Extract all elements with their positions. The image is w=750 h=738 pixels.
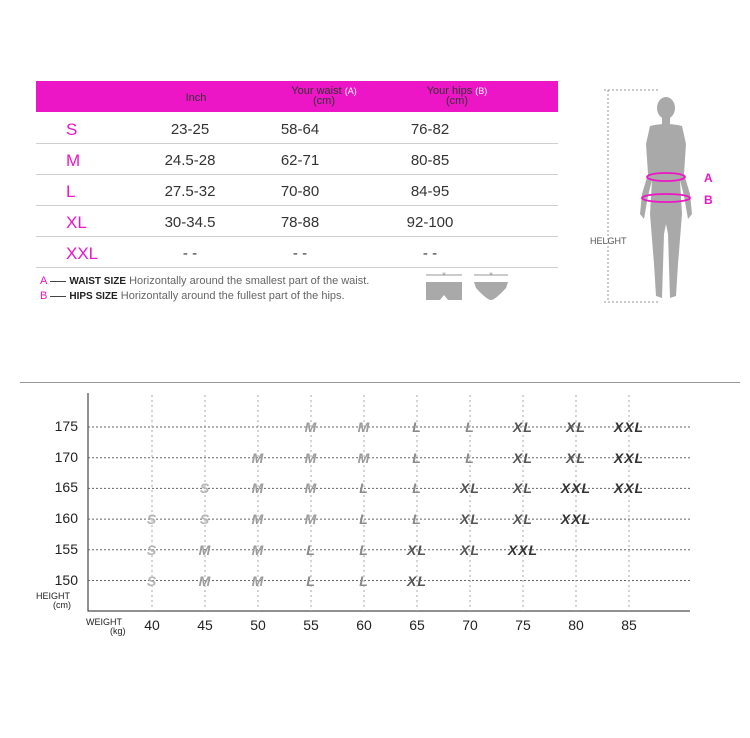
size-label: S — [66, 120, 78, 139]
size-mark: XXL — [613, 449, 645, 466]
x-tick-label: 50 — [250, 617, 266, 633]
y-tick-label: 165 — [54, 479, 78, 496]
size-mark: XL — [513, 449, 533, 466]
size-mark: XL — [566, 449, 586, 466]
hips-marker-label: B — [704, 193, 713, 207]
cell-hips: - - — [422, 245, 438, 262]
size-label: M — [66, 151, 81, 170]
cell-inch: 23-25 — [170, 121, 210, 138]
size-mark: XXL — [613, 419, 645, 435]
cell-waist: 62-71 — [280, 152, 320, 169]
size-mark: L — [412, 449, 422, 466]
x-axis-title: WEIGHT (kg) — [86, 617, 126, 636]
waist-marker-label: A — [704, 171, 713, 185]
size-mark: S — [199, 480, 211, 497]
size-mark: M — [251, 572, 265, 589]
size-mark: XL — [407, 541, 427, 558]
size-mark: L — [306, 572, 316, 589]
x-tick-label: 80 — [568, 617, 584, 633]
size-mark: M — [198, 572, 212, 589]
cell-inch: 27.5-32 — [164, 183, 216, 200]
size-mark: M — [357, 419, 371, 435]
size-label: XXL — [66, 244, 99, 263]
y-tick-label: 175 — [54, 418, 78, 434]
cell-waist: 58-64 — [280, 121, 320, 138]
x-tick-label: 60 — [356, 617, 372, 633]
size-mark: M — [304, 511, 318, 528]
cell-inch: - - — [182, 245, 198, 262]
y-tick-label: 170 — [54, 448, 78, 465]
x-tick-label: 75 — [515, 617, 531, 633]
y-axis-title: HEIGHT (cm) — [36, 591, 71, 610]
size-mark: XL — [513, 419, 533, 435]
size-mark: L — [359, 541, 369, 558]
size-mark: M — [251, 480, 265, 497]
size-mark: XL — [566, 419, 586, 435]
size-mark: S — [146, 511, 158, 528]
size-mark: S — [199, 511, 211, 528]
header-inch: Inch — [185, 92, 207, 104]
cell-hips: 84-95 — [410, 183, 450, 200]
size-mark: XXL — [560, 511, 592, 528]
size-mark: L — [412, 480, 422, 497]
legend-waist: A WAIST SIZE Horizontally around the smallest part of the waist. — [40, 275, 370, 287]
size-mark: L — [412, 511, 422, 528]
y-tick-label: 150 — [54, 571, 78, 588]
size-mark: M — [304, 480, 318, 497]
size-mark: XXL — [507, 541, 539, 558]
size-mark: M — [357, 449, 371, 466]
size-mark: M — [251, 511, 265, 528]
size-mark: S — [146, 572, 158, 589]
size-mark: L — [465, 419, 475, 435]
height-label: HELGHT — [590, 236, 627, 246]
cell-waist: 70-80 — [280, 183, 320, 200]
size-mark: XL — [460, 541, 480, 558]
size-mark: XL — [460, 480, 480, 497]
size-mark: L — [359, 572, 369, 589]
size-mark: L — [359, 480, 369, 497]
size-mark: L — [412, 419, 422, 435]
size-label: XL — [66, 213, 87, 232]
size-mark: XXL — [613, 480, 645, 497]
size-mark: S — [146, 541, 158, 558]
cell-hips: 80-85 — [410, 152, 450, 169]
x-tick-label: 45 — [197, 617, 213, 633]
legend-hips: B HIPS SIZE Horizontally around the fullest part of the hips. — [40, 290, 345, 302]
size-mark: L — [359, 511, 369, 528]
size-mark: XL — [513, 480, 533, 497]
svg-text:*: * — [489, 271, 493, 280]
x-tick-label: 55 — [303, 617, 319, 633]
size-mark: L — [306, 541, 316, 558]
size-mark: XXL — [560, 480, 592, 497]
size-mark: XL — [407, 572, 427, 589]
cell-inch: 24.5-28 — [164, 152, 216, 169]
size-mark: M — [198, 541, 212, 558]
svg-text:*: * — [442, 271, 446, 280]
cell-waist: 78-88 — [280, 214, 320, 231]
y-tick-label: 160 — [54, 510, 78, 527]
size-mark: M — [251, 449, 265, 466]
cell-hips: 92-100 — [406, 214, 454, 231]
cell-hips: 76-82 — [410, 121, 450, 138]
header-waist: Your waist (A) (cm) — [291, 85, 357, 107]
size-mark: XL — [460, 511, 480, 528]
size-label: L — [66, 182, 76, 201]
x-tick-label: 40 — [144, 617, 160, 633]
x-tick-label: 70 — [462, 617, 478, 633]
size-mark: L — [465, 449, 475, 466]
size-mark: XL — [513, 511, 533, 528]
y-tick-label: 155 — [54, 540, 78, 557]
size-mark: M — [304, 419, 318, 435]
size-mark: M — [304, 449, 318, 466]
x-tick-label: 85 — [621, 617, 637, 633]
x-tick-label: 65 — [409, 617, 425, 633]
cell-waist: - - — [292, 245, 308, 262]
cell-inch: 30-34.5 — [164, 214, 216, 231]
header-hips: Your hips (B) (cm) — [426, 85, 488, 107]
size-mark: M — [251, 541, 265, 558]
